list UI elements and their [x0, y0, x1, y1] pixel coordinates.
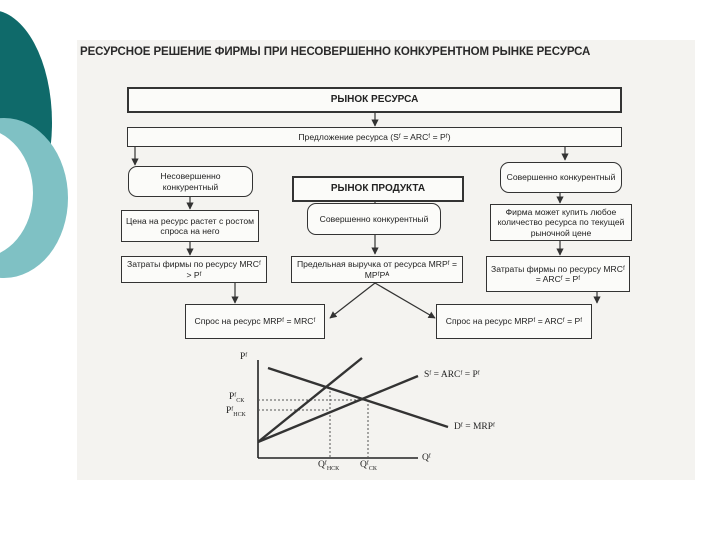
- price-ck-label: Pᶠ$_{СК}$: [229, 392, 245, 404]
- quantity-ck-label: Qᶠ$_{СК}$: [360, 460, 377, 472]
- demand-right-box: Спрос на ресурс MRPᶠ = ARCᶠ = Pᶠ: [436, 304, 592, 339]
- demand-left-box: Спрос на ресурс MRPᶠ = MRCᶠ: [185, 304, 325, 339]
- price-rises-box: Цена на ресурс растет с ростом спроса на него: [121, 210, 259, 242]
- price-nck-label: Pᶠ$_{НСК}$: [226, 406, 246, 418]
- resource-market-box: РЫНОК РЕСУРСА: [127, 87, 622, 113]
- perfect-resource-box: Совершенно конкурентный: [500, 162, 622, 193]
- demand-line: [268, 368, 448, 427]
- perfect-product-box: Совершенно конкурентный: [307, 203, 441, 235]
- supply-curve-label: Sᶠ = ARCᶠ = Pᶠ: [424, 370, 480, 380]
- demand-curve-label: Dᶠ = MRPᶠ: [454, 422, 495, 432]
- y-axis-label: Pᶠ: [240, 352, 248, 362]
- costs-right-box: Затраты фирмы по ресурсу MRCᶠ = ARCᶠ = Pᶠ: [486, 256, 630, 292]
- firm-can-buy-box: Фирма может купить любое количество ресурса по текущей рыночной цене: [490, 204, 632, 241]
- quantity-nck-label: Qᶠ$_{НСК}$: [318, 460, 340, 472]
- supply-box: Предложение ресурса (Sᶠ = ARCᶠ = Pᶠ): [127, 127, 622, 147]
- costs-left-box: Затраты фирмы по ресурсу MRCᶠ > Pᶠ: [121, 256, 267, 283]
- marginal-revenue-box: Предельная выручка от ресурса MRPᶠ = MPᶠPᴬ: [291, 256, 463, 283]
- product-market-box: РЫНОК ПРОДУКТА: [292, 176, 464, 202]
- imperfect-competition-box: Несовершенно конкурентный: [128, 166, 253, 197]
- x-axis-label: Qᶠ: [422, 453, 431, 463]
- diagram-title: РЕСУРСНОЕ РЕШЕНИЕ ФИРМЫ ПРИ НЕСОВЕРШЕННО КОНКУРЕНТНОМ РЫНКЕ РЕСУРСА: [80, 46, 591, 58]
